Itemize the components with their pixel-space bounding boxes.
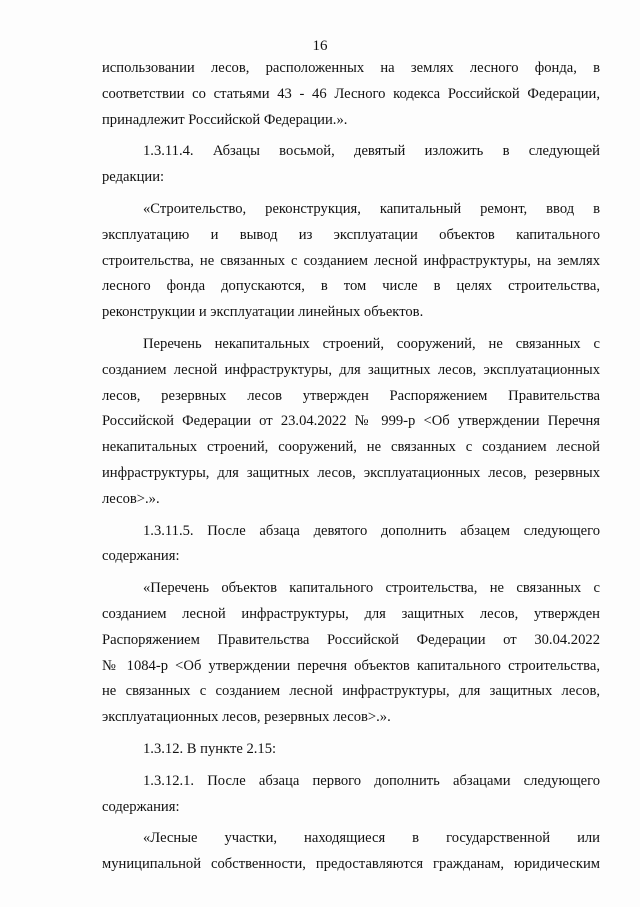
text-line: содержания:: [102, 798, 180, 815]
paragraph-1-3-11-4: [102, 139, 600, 191]
text-line: эксплуатационных лесов, резервных лесов>.».: [102, 709, 391, 726]
page-number: 16: [312, 38, 328, 54]
paragraph-1-3-12: [102, 737, 600, 763]
text-line: лесов, резервных лесов утвержден Распоряжением Правительства: [102, 387, 600, 404]
text-line: «Лесные участки, находящиеся в государственной или: [143, 830, 600, 847]
text-line: эксплуатацию и вывод из эксплуатации объектов капитального: [102, 226, 600, 243]
text-line: лесного фонда допускаются, в том числе в целях строительства,: [102, 278, 600, 295]
text-line: соответствии со статьями 43 - 46 Лесного кодекса Российской Федерации,: [102, 85, 600, 102]
paragraph-noncapital-list: [102, 332, 600, 513]
text-line: Перечень некапитальных строений, сооружений, не связанных с: [143, 335, 600, 352]
text-line: «Строительство, реконструкция, капитальный ремонт, ввод в: [143, 200, 600, 217]
paragraph-continuation: [102, 56, 600, 133]
paragraph-quote-forest-plots: [102, 826, 600, 878]
text-line: строительства, не связанных с созданием лесной инфраструктуры, на землях: [102, 252, 600, 269]
paragraph-capital-list: [102, 576, 600, 731]
text-line: № 1084-р <Об утверждении перечня объектов капитального строительства,: [102, 657, 600, 674]
text-line: инфраструктуры, для защитных лесов, эксплуатационных лесов, резервных: [102, 464, 600, 481]
text-line: использовании лесов, расположенных на землях лесного фонда, в: [102, 60, 600, 76]
text-line: «Перечень объектов капитального строительства, не связанных с: [143, 580, 600, 597]
text-line: Российской Федерации от 23.04.2022 № 999-р <Об утверждении Перечня: [102, 413, 600, 430]
text-line: реконструкции и эксплуатации линейных объектов.: [102, 304, 424, 321]
text-line: лесов>.».: [102, 490, 160, 507]
paragraph-1-3-12-1: [102, 769, 600, 821]
text-line: муниципальной собственности, предоставляются гражданам, юридическим: [102, 856, 600, 873]
text-line: 1.3.11.5. После абзаца девятого дополнить абзацем следующего: [143, 522, 600, 539]
paragraph-1-3-11-5: [102, 519, 600, 571]
text-line: Распоряжением Правительства Российской Федерации от 30.04.2022: [102, 631, 600, 648]
text-line: не связанных с созданием лесной инфраструктуры, для защитных лесов,: [102, 683, 600, 700]
text-line: 1.3.12.1. После абзаца первого дополнить абзацами следующего: [143, 772, 600, 789]
paragraph-quote-construction: [102, 197, 600, 326]
text-line: содержания:: [102, 548, 180, 565]
text-line: принадлежит Российской Федерации.».: [102, 111, 348, 128]
text-line: редакции:: [102, 169, 165, 186]
text-line: созданием лесной инфраструктуры, для защитных лесов, эксплуатационных: [102, 361, 600, 378]
text-line: созданием лесной инфраструктуры, для защитных лесов, утвержден: [102, 605, 600, 622]
text-line: 1.3.12. В пункте 2.15:: [143, 740, 277, 757]
document-body: [102, 56, 600, 878]
text-line: некапитальных строений, сооружений, не связанных с созданием лесной: [102, 439, 600, 456]
text-line: 1.3.11.4. Абзацы восьмой, девятый изложить в следующей: [143, 143, 600, 160]
